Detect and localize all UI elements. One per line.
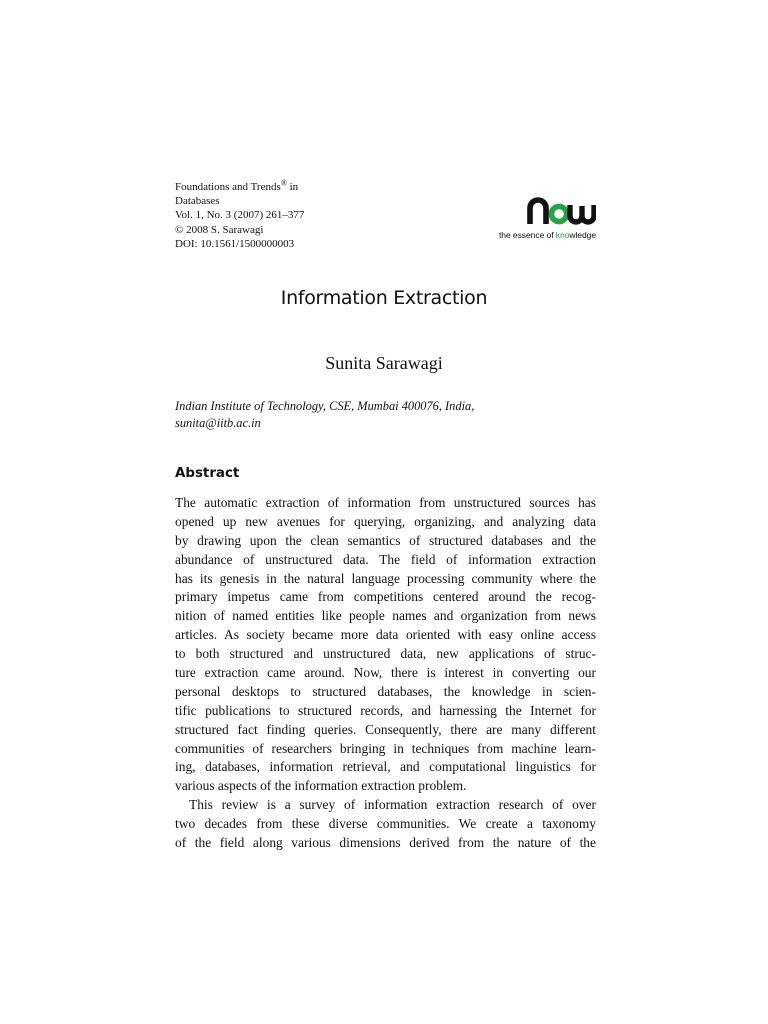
journal-volume: Vol. 1, No. 3 (2007) 261–377 [175, 209, 305, 222]
now-wordmark-logo [490, 196, 596, 226]
registered-mark: ® [280, 178, 287, 188]
abstract-line: ing, databases, information retrieval, and computational linguistics for [175, 759, 596, 775]
journal-series-name: Foundations and Trends [175, 181, 281, 193]
affiliation-line: Indian Institute of Technology, CSE, Mumbai 400076, India, [175, 399, 475, 413]
abstract-line: various aspects of the information extraction problem. [175, 778, 467, 794]
abstract-line: abundance of unstructured data. The field of information extraction [175, 551, 596, 567]
author-affiliation [175, 398, 605, 432]
author-email: sunita@iitb.ac.in [175, 416, 261, 430]
abstract-line: by drawing upon the clean semantics of structured databases and the [175, 532, 596, 548]
abstract-line: ture extraction came around. Now, there is interest in converting our [175, 665, 596, 681]
logo-tagline [490, 230, 596, 240]
abstract-line: The automatic extraction of information from unstructured sources has [175, 495, 596, 510]
abstract-line: This review is a survey of information extraction research of over [189, 797, 596, 813]
abstract-line: tific publications to structured records, and harnessing the Internet for [175, 702, 596, 718]
abstract-line: nition of named entities like people names and organization from news [175, 608, 596, 624]
abstract-line: personal desktops to structured databases, the knowledge in scien- [175, 683, 596, 699]
abstract-line: primary impetus came from competitions centered around the recog- [175, 589, 596, 605]
tagline-prefix: the essence of [499, 230, 556, 240]
abstract-line: articles. As society became more data oriented with easy online access [175, 627, 596, 643]
abstract-line: has its genesis in the natural language processing community where the [175, 570, 596, 586]
abstract-line: of the field along various dimensions derived from the nature of the [175, 835, 596, 851]
journal-doi: DOI: 10.1561/1500000003 [175, 237, 295, 250]
abstract-heading: Abstract [175, 466, 240, 481]
paper-title: Information Extraction [280, 287, 488, 309]
tagline-highlight: kno [555, 230, 570, 240]
journal-field: Databases [175, 195, 220, 208]
abstract-body [175, 494, 596, 853]
now-publisher-logo [490, 196, 596, 246]
abstract-line: two decades from these diverse communities. We create a taxonomy [175, 816, 596, 832]
abstract-line: communities of researchers bringing in techniques from machine learn- [175, 740, 596, 756]
abstract-line: structured fact finding queries. Consequently, there are many different [175, 721, 596, 737]
journal-series-line [175, 180, 435, 194]
journal-copyright: © 2008 S. Sarawagi [175, 223, 264, 236]
tagline-w: w [569, 230, 576, 240]
journal-metadata [175, 180, 435, 251]
journal-series-suffix: in [286, 181, 299, 193]
tagline-suffix: ledge [575, 230, 596, 240]
paper-author: Sunita Sarawagi [325, 353, 443, 373]
abstract-line: opened up new avenues for querying, organizing, and analyzing data [175, 513, 596, 529]
abstract-line: to both structured and unstructured data, new applications of struc- [175, 646, 596, 662]
